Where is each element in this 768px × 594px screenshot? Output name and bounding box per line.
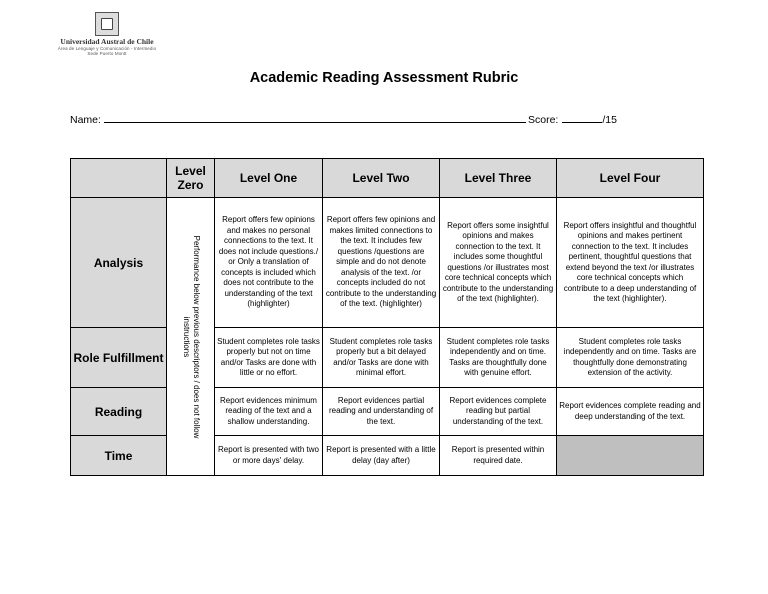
time-level-three: Report is presented within required date. bbox=[440, 436, 557, 476]
role-level-four: Student completes role tasks independently and on time. Tasks are thoughtfully done demonstrating extension of the activity. bbox=[557, 328, 704, 388]
header-level-one: Level One bbox=[215, 159, 323, 198]
criterion-analysis: Analysis bbox=[71, 198, 167, 328]
role-level-two: Student completes role tasks properly but a bit delayed and/or Tasks are done with minimal effort. bbox=[323, 328, 440, 388]
time-level-one: Report is presented with two or more days' delay. bbox=[215, 436, 323, 476]
document-title: Academic Reading Assessment Rubric bbox=[249, 70, 519, 86]
level-zero-cell bbox=[167, 198, 215, 476]
rubric-table bbox=[70, 158, 704, 476]
name-blank-line[interactable] bbox=[104, 112, 526, 123]
score-total: /15 bbox=[602, 114, 617, 126]
row-analysis bbox=[71, 198, 704, 328]
analysis-level-three: Report offers some insightful opinions and makes connection to the text. It includes some thoughtful questions /or illustrates most core technical concepts which contribute to the understanding of the text (highlighter). bbox=[440, 198, 557, 328]
university-name: Universidad Austral de Chile bbox=[60, 37, 154, 46]
time-level-four bbox=[557, 436, 704, 476]
reading-level-two: Report evidences partial reading and understanding of the text. bbox=[323, 388, 440, 436]
level-zero-text: Performance below previous descriptors / does not follow instructions bbox=[182, 235, 201, 438]
reading-level-four: Report evidences complete reading and deep understanding of the text. bbox=[557, 388, 704, 436]
analysis-level-four: Report offers insightful and thoughtful opinions and makes pertinent connection to the text. It includes pertinent, thoughtful questions that extend beyond the text /or illustrates core technical concepts which contribute to a deep understanding of the text (highlighter). bbox=[557, 198, 704, 328]
name-label: Name: bbox=[70, 114, 101, 126]
row-role-fulfillment bbox=[71, 328, 704, 388]
score-field[interactable] bbox=[528, 112, 617, 126]
time-level-two: Report is presented with a little delay (day after) bbox=[323, 436, 440, 476]
header-blank bbox=[71, 159, 167, 198]
role-level-one: Student completes role tasks properly but not on time and/or Tasks are done with little or no effort. bbox=[215, 328, 323, 388]
university-logo bbox=[47, 12, 167, 54]
criterion-time: Time bbox=[71, 436, 167, 476]
row-time bbox=[71, 436, 704, 476]
crest-icon bbox=[95, 12, 119, 36]
name-field[interactable] bbox=[70, 112, 526, 126]
score-label: Score: bbox=[528, 114, 559, 126]
header-level-two: Level Two bbox=[323, 159, 440, 198]
university-campus: Sede Puerto Montt bbox=[87, 51, 127, 56]
score-blank-line[interactable] bbox=[562, 112, 602, 123]
header-level-four: Level Four bbox=[557, 159, 704, 198]
criterion-reading: Reading bbox=[71, 388, 167, 436]
reading-level-one: Report evidences minimum reading of the text and a shallow understanding. bbox=[215, 388, 323, 436]
criterion-role-fulfillment: Role Fulfillment bbox=[71, 328, 167, 388]
university-subtitle: Área de Lenguaje y Comunicación - Intermedio bbox=[57, 46, 157, 51]
header-level-zero: Level Zero bbox=[167, 159, 215, 198]
row-reading bbox=[71, 388, 704, 436]
header-level-three: Level Three bbox=[440, 159, 557, 198]
header-row bbox=[71, 159, 704, 198]
analysis-level-two: Report offers few opinions and makes limited connections to the text. It includes few questions /questions are simple and do not denote analysis of the text. /or concepts included do not contribute to the understanding of the text. (highlighter) bbox=[323, 198, 440, 328]
analysis-level-one: Report offers few opinions and makes no personal connections to the text. It does not include questions./ or Only a translation of concepts is included which does not contribute to the understanding of the text (highlighter) bbox=[215, 198, 323, 328]
role-level-three: Student completes role tasks independently and on time. Tasks are thoughtfully done with genuine effort. bbox=[440, 328, 557, 388]
reading-level-three: Report evidences complete reading but partial understanding of the text. bbox=[440, 388, 557, 436]
